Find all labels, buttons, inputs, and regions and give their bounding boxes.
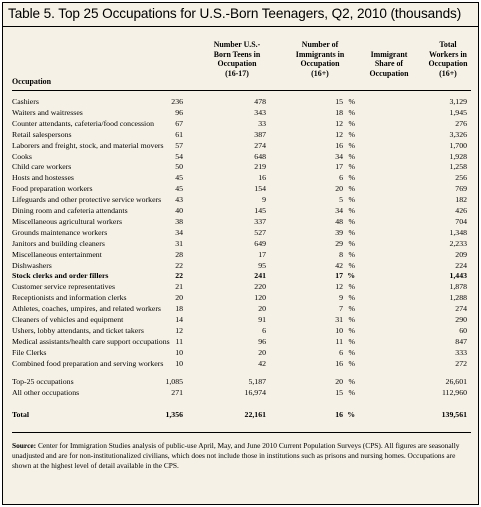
table-row [3, 141, 478, 151]
table-row [3, 173, 478, 183]
percent-sign: % [348, 325, 355, 335]
share-number: 6 [339, 173, 343, 183]
table-row [3, 97, 478, 107]
share-number: 20 [335, 377, 343, 386]
total-workers-value: 1,443 [449, 271, 467, 281]
us-born-teens-value: 22 [175, 271, 183, 281]
immigrants-value: 337 [254, 216, 266, 226]
share-number: 8 [339, 249, 343, 259]
occupation-name: Combined food preparation and serving workers [12, 358, 164, 368]
percent-sign: % [348, 377, 355, 386]
immigrants-value: 387 [254, 129, 266, 139]
percent-sign: % [348, 336, 355, 346]
immigrants-value: 6 [262, 325, 266, 335]
percent-sign: % [348, 129, 355, 139]
occupation-name: Cashiers [12, 97, 39, 106]
immigrants-value: 96 [258, 336, 266, 346]
us-born-teens-value: 40 [175, 206, 183, 215]
header-line: Occupation [369, 68, 409, 78]
us-born-teens-value: 10 [175, 347, 183, 357]
table-row [3, 293, 478, 303]
source-note [12, 441, 474, 472]
share-number: 12 [335, 282, 343, 292]
total-workers-value: 426 [455, 206, 467, 215]
total-workers-value: 276 [455, 118, 467, 128]
immigrants-value: 145 [254, 206, 266, 215]
total-workers-value: 26,601 [445, 377, 467, 386]
table-row [3, 377, 478, 387]
immigrants-value: 241 [254, 271, 266, 281]
immigrants-value: 527 [254, 227, 266, 237]
occupation-name: Receptionists and information clerks [12, 293, 127, 303]
immigrants-value: 649 [254, 238, 266, 248]
immigrants-value: 20 [258, 304, 266, 314]
table-row [3, 239, 478, 249]
table-row [3, 315, 478, 325]
occupation-name: Hosts and hostesses [12, 173, 74, 183]
share-number: 16 [335, 358, 343, 368]
table-row [3, 108, 478, 118]
occupation-name: Retail salespersons [12, 129, 72, 139]
table-row [3, 184, 478, 194]
us-born-teens-value: 67 [175, 118, 183, 128]
table-frame [2, 2, 479, 505]
header-line: Total [439, 40, 457, 49]
share-number: 48 [335, 216, 343, 226]
percent-sign: % [348, 238, 355, 248]
share-number: 17 [335, 271, 343, 281]
occupation-name: Total [12, 410, 30, 419]
table-row [3, 337, 478, 347]
us-born-teens-value: 10 [175, 358, 183, 368]
source-text: Center for Immigration Studies analysis of public-use April, May, and June 2010 Current Population Surveys (CPS). All figures are seasonally unadjusted and are for non-institutionalized civilians, which does not include those in institutions such as prisons and nursing homes. Occupations are shown at the highest level of detail available in the CPS. [12, 441, 460, 471]
source-label: Source: [12, 441, 37, 450]
source-divider [12, 432, 471, 433]
occupation-name: Medical assistants/health care support occupations [12, 336, 170, 346]
percent-sign: % [348, 293, 355, 303]
total-workers-value: 209 [455, 249, 467, 259]
table-title: Table 5. Top 25 Occupations for U.S.-Born Teenagers, Q2, 2010 (thousands) [8, 6, 462, 21]
total-workers-value: 272 [455, 358, 467, 368]
occupation-name: All other occupations [12, 387, 80, 397]
percent-sign: % [348, 249, 355, 259]
occupation-name: Lifeguards and other protective service workers [12, 195, 162, 205]
share-number: 9 [339, 293, 343, 303]
total-workers-value: 139,561 [441, 410, 467, 419]
occupation-name: Miscellaneous agricultural workers [12, 216, 122, 226]
table-row [3, 250, 478, 260]
header-line: Immigrant [370, 49, 408, 59]
us-born-teens-value: 14 [175, 315, 183, 324]
total-workers-value: 769 [455, 184, 467, 194]
header-line: Occupation [428, 59, 468, 69]
percent-sign: % [348, 260, 355, 270]
table-row [3, 388, 478, 398]
total-workers-value: 224 [455, 260, 467, 270]
us-born-teens-value: 11 [175, 336, 183, 346]
total-workers-value: 1,288 [449, 293, 467, 303]
us-born-teens-value: 21 [175, 282, 183, 292]
header-occupation: Occupation [12, 77, 52, 86]
total-workers-value: 3,129 [449, 97, 467, 106]
header-total-workers [421, 40, 475, 78]
immigrants-value: 16 [258, 173, 266, 183]
table-row [3, 359, 478, 369]
immigrants-value: 648 [254, 151, 266, 161]
occupation-name: Stock clerks and order fillers [12, 271, 109, 281]
share-number: 15 [335, 97, 343, 106]
header-line: Born Teens in [213, 49, 261, 59]
share-number: 15 [335, 387, 343, 397]
occupation-name: File Clerks [12, 347, 47, 357]
header-line: Immigrants in [295, 49, 345, 59]
table-row [3, 162, 478, 172]
header-line: (16-17) [225, 68, 249, 78]
share-number: 12 [335, 129, 343, 139]
total-workers-value: 182 [455, 195, 467, 205]
share-number: 6 [339, 347, 343, 357]
table-row [3, 119, 478, 129]
percent-sign: % [348, 315, 355, 324]
table-row [3, 326, 478, 336]
occupation-name: Miscellaneous entertainment [12, 249, 102, 259]
total-workers-value: 1,700 [449, 140, 467, 150]
header-line: Number of [301, 40, 339, 49]
occupation-name: Athletes, coaches, umpires, and related workers [12, 304, 161, 314]
header-line: Occupation [217, 59, 257, 69]
percent-sign: % [348, 216, 355, 226]
percent-sign: % [348, 107, 355, 117]
percent-sign: % [348, 304, 355, 314]
table-row [3, 152, 478, 162]
immigrants-value: 95 [258, 260, 266, 270]
total-workers-value: 112,960 [441, 387, 467, 397]
immigrants-value: 220 [254, 282, 266, 292]
us-born-teens-value: 38 [175, 216, 183, 226]
title-bar [3, 3, 478, 27]
share-number: 42 [335, 260, 343, 270]
share-number: 20 [335, 184, 343, 194]
total-workers-value: 1,258 [449, 162, 467, 172]
percent-sign: % [348, 151, 355, 161]
occupation-name: Cleaners of vehicles and equipment [12, 315, 124, 324]
table-row [3, 195, 478, 205]
table-row [3, 228, 478, 238]
immigrants-value: 17 [258, 249, 266, 259]
table-row [3, 410, 478, 420]
us-born-teens-value: 34 [175, 227, 183, 237]
table-row [3, 261, 478, 271]
share-number: 17 [335, 162, 343, 172]
us-born-teens-value: 45 [175, 173, 183, 183]
total-workers-value: 2,233 [449, 238, 467, 248]
header-divider [12, 90, 471, 91]
us-born-teens-value: 271 [171, 387, 183, 397]
us-born-teens-value: 43 [175, 195, 183, 205]
total-workers-value: 1,945 [449, 107, 467, 117]
total-workers-value: 1,878 [449, 282, 467, 292]
percent-sign: % [348, 347, 355, 357]
occupation-name: Dining room and cafeteria attendants [12, 206, 128, 215]
us-born-teens-value: 20 [175, 293, 183, 303]
immigrants-value: 91 [258, 315, 266, 324]
percent-sign: % [348, 140, 355, 150]
table-row [3, 282, 478, 292]
occupation-name: Waiters and waitresses [12, 107, 83, 117]
header-immigrant-share [359, 50, 419, 79]
us-born-teens-value: 45 [175, 184, 183, 194]
share-number: 34 [335, 206, 343, 215]
share-number: 11 [335, 336, 343, 346]
immigrants-value: 343 [254, 107, 266, 117]
us-born-teens-value: 57 [175, 140, 183, 150]
immigrants-value: 9 [262, 195, 266, 205]
table-row [3, 348, 478, 358]
occupation-name: Top-25 occupations [12, 377, 74, 386]
immigrants-value: 219 [254, 162, 266, 172]
us-born-teens-value: 22 [175, 260, 183, 270]
total-workers-value: 290 [455, 315, 467, 324]
immigrants-value: 478 [254, 97, 266, 106]
share-number: 16 [335, 410, 343, 419]
occupation-name: Counter attendants, cafeteria/food concession [12, 118, 155, 128]
percent-sign: % [347, 410, 355, 419]
header-line: Occupation [300, 59, 340, 69]
table-row [3, 271, 478, 281]
table-row [3, 130, 478, 140]
immigrants-value: 42 [258, 358, 266, 368]
us-born-teens-value: 236 [171, 97, 183, 106]
immigrants-value: 5,187 [248, 377, 266, 386]
us-born-teens-value: 1,356 [165, 410, 183, 419]
total-workers-value: 1,348 [449, 227, 467, 237]
occupation-name: Customer service representatives [12, 282, 116, 292]
occupation-name: Food preparation workers [12, 184, 93, 194]
table-row [3, 304, 478, 314]
occupation-name: Child care workers [12, 162, 72, 172]
immigrants-value: 22,161 [244, 410, 266, 419]
share-number: 5 [339, 195, 343, 205]
total-workers-value: 256 [455, 173, 467, 183]
share-number: 7 [339, 304, 343, 314]
us-born-teens-value: 31 [175, 238, 183, 248]
occupation-name: Dishwashers [12, 260, 52, 270]
share-number: 10 [335, 325, 343, 335]
percent-sign: % [348, 227, 355, 237]
header-line: (16+) [439, 68, 457, 78]
percent-sign: % [348, 206, 355, 215]
total-workers-value: 1,928 [449, 151, 467, 161]
immigrants-value: 274 [254, 140, 266, 150]
total-workers-value: 60 [459, 325, 467, 335]
share-number: 29 [335, 238, 343, 248]
total-workers-value: 3,326 [449, 129, 467, 139]
occupation-name: Ushers, lobby attendants, and ticket takers [12, 325, 144, 335]
percent-sign: % [348, 97, 355, 106]
header-line: Share of [374, 59, 404, 69]
percent-sign: % [348, 184, 355, 194]
occupation-name: Grounds maintenance workers [12, 227, 108, 237]
occupation-name: Janitors and building cleaners [12, 238, 105, 248]
us-born-teens-value: 18 [175, 304, 183, 314]
share-number: 12 [335, 118, 343, 128]
percent-sign: % [348, 195, 355, 205]
percent-sign: % [348, 118, 355, 128]
header-immigrants [280, 40, 360, 78]
us-born-teens-value: 61 [175, 129, 183, 139]
total-workers-value: 704 [455, 216, 467, 226]
percent-sign: % [347, 271, 355, 281]
immigrants-value: 16,974 [244, 387, 266, 397]
header-line: (16+) [311, 68, 329, 78]
occupation-name: Laborers and freight, stock, and material movers [12, 140, 164, 150]
percent-sign: % [348, 358, 355, 368]
header-us-born-teens [200, 40, 274, 78]
share-number: 31 [335, 315, 343, 324]
immigrants-value: 20 [258, 347, 266, 357]
total-workers-value: 274 [455, 304, 467, 314]
header-line: Number U.S.- [213, 40, 261, 49]
table-header [3, 40, 478, 90]
us-born-teens-value: 28 [175, 249, 183, 259]
total-workers-value: 333 [455, 347, 467, 357]
share-number: 16 [335, 140, 343, 150]
share-number: 39 [335, 227, 343, 237]
immigrants-value: 33 [258, 118, 266, 128]
share-number: 18 [335, 107, 343, 117]
percent-sign: % [348, 162, 355, 172]
us-born-teens-value: 54 [175, 151, 183, 161]
header-line: Workers in [429, 49, 467, 59]
total-workers-value: 847 [455, 336, 467, 346]
percent-sign: % [348, 387, 355, 397]
occupation-name: Cooks [12, 151, 32, 161]
table-row [3, 206, 478, 216]
us-born-teens-value: 1,085 [165, 377, 183, 386]
us-born-teens-value: 96 [175, 107, 183, 117]
immigrants-value: 154 [254, 184, 266, 194]
immigrants-value: 120 [254, 293, 266, 303]
us-born-teens-value: 12 [175, 325, 183, 335]
us-born-teens-value: 50 [175, 162, 183, 172]
percent-sign: % [348, 282, 355, 292]
share-number: 34 [335, 151, 343, 161]
table-row [3, 217, 478, 227]
percent-sign: % [348, 173, 355, 183]
